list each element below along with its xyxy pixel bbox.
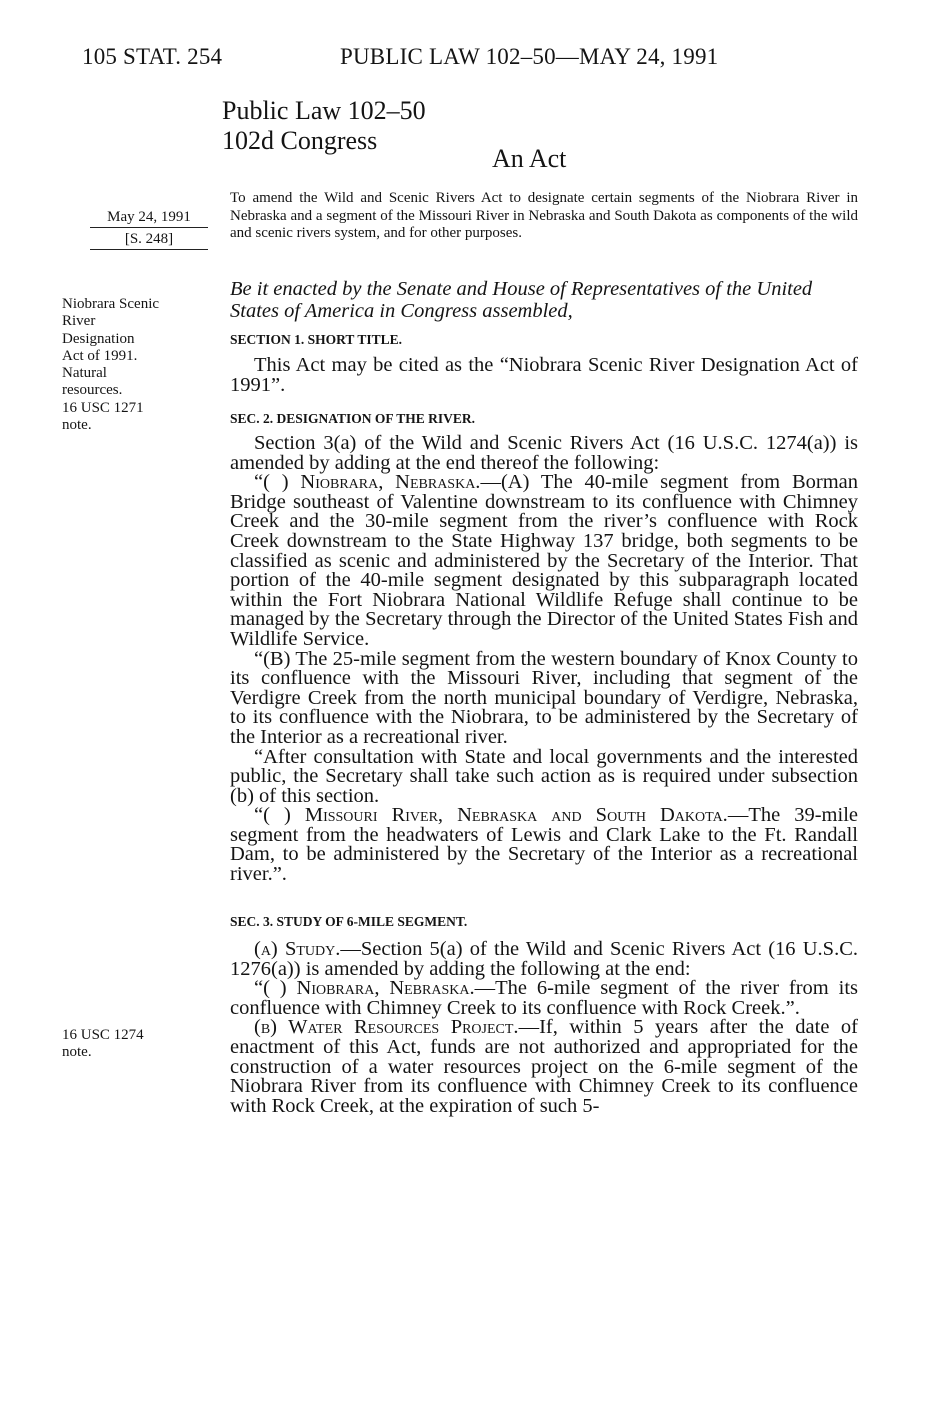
running-header-title: PUBLIC LAW 102–50—MAY 24, 1991 — [340, 44, 719, 69]
section-3-body — [230, 940, 858, 1116]
niobrara-subheading: “( ) Niobrara, Nebraska. — [254, 977, 475, 1000]
margin-note-line: 16 USC 1271 — [62, 399, 144, 416]
paragraph-text: —The 39-mile segment from the headwaters of Lewis and Clark Lake to the Ft. Randall Dam, to be administered by the Secretary of the Interior as a recreational river.”. — [230, 804, 858, 886]
paragraph-text: —The 6-mile segment of the river from its confluence with Chimney Creek to its confluence with Rock Creek.”. — [230, 977, 858, 1019]
section-2-paragraph — [230, 806, 858, 884]
margin-note-line: Act of 1991. — [62, 347, 138, 364]
law-title-block — [222, 96, 426, 156]
water-resources-subheading: (b) Water Resources Project. — [254, 1016, 519, 1039]
margin-note-line: 16 USC 1274 — [62, 1027, 144, 1043]
missouri-subheading: “( ) Missouri River, Nebraska and South Dakota. — [254, 804, 728, 827]
section-2-heading: SEC. 2. DESIGNATION OF THE RIVER. — [230, 411, 476, 426]
margin-note-line: resources. — [62, 382, 123, 399]
bill-number: [S. 248] — [124, 231, 174, 247]
paragraph-text: —If, within 5 years after the date of enactment of this Act, funds are not authorized and appropriated for the construction of a water resources project on the 6-mile segment of the Niobrara River from its confluence with Chimney Creek to its confluence with Rock Creek, at the expiration of such 5- — [230, 1016, 858, 1117]
section-2-body — [230, 434, 858, 885]
margin-rule — [90, 249, 208, 250]
enacting-clause: Be it enacted by the Senate and House of Representatives of the United States of America in Congress assembled, — [230, 278, 813, 322]
section-2-paragraph: “After consultation with State and local governments and the interested public, the Secretary shall take such action as is required under subsection (b) of this section. — [230, 745, 858, 807]
margin-note-line: Niobrara Scenic — [62, 296, 160, 312]
section-3-heading: SEC. 3. STUDY OF 6-MILE SEGMENT. — [230, 914, 468, 929]
section-2-paragraph: Section 3(a) of the Wild and Scenic Rivers Act (16 U.S.C. 1274(a)) is amended by adding at the end thereof the following: — [230, 432, 858, 474]
paragraph-text: —(A) The 40-mile segment from Borman Bridge southeast of Valentine downstream to its confluence with Chimney Creek and the 30-mile segment from the river’s confluence with Rock Creek downstream to the State Highway 137 bridge, both segments to be classified as scenic and administered by the Secretary of the Interior. That portion of the 40-mile segment designated by this subparagraph located within the Fort Niobrara National Wildlife Refuge shall continue to be managed by the Secretary through the Director of the United States Fish and Wildlife Service. — [230, 471, 858, 650]
section-1-body — [230, 356, 858, 395]
study-subheading: (a) Study. — [254, 938, 341, 960]
margin-notes-bottom — [62, 1027, 212, 1062]
niobrara-subheading: “( ) Niobrara, Nebraska. — [254, 471, 481, 494]
an-act-heading: An Act — [492, 144, 567, 173]
section-1-text: This Act may be cited as the “Niobrara Scenic River Designation Act of 1991”. — [230, 354, 858, 396]
margin-note-line: note. — [62, 1044, 92, 1061]
enactment-date: May 24, 1991 — [107, 209, 191, 225]
section-3-paragraph — [230, 979, 858, 1018]
purpose-clause: To amend the Wild and Scenic Rivers Act to designate certain segments of the Niobrara River in Nebraska and a segment of the Missouri River in Nebraska and South Dakota as components of the wild and scenic rivers system, and for other purposes. — [230, 190, 858, 242]
margin-note-line: Natural — [62, 365, 107, 382]
paragraph-text: —Section 5(a) of the Wild and Scenic Rivers Act (16 U.S.C. 1276(a)) is amended by adding the following at the end: — [230, 938, 858, 980]
section-3-paragraph — [230, 940, 858, 979]
page-stat-number: 105 STAT. 254 — [82, 44, 223, 69]
margin-note-line: Designation — [62, 330, 135, 347]
margin-rule — [90, 227, 208, 228]
margin-note-line: note. — [62, 417, 92, 434]
law-number: Public Law 102–50 — [222, 96, 426, 125]
margin-notes-top — [62, 296, 212, 434]
margin-date-block — [90, 208, 208, 252]
section-2-paragraph: “(B) The 25-mile segment from the western boundary of Knox County to its confluence with the Missouri River, including that segment of the Verdigre Creek from the north municipal boundary of Verdigre, Nebraska, to its confluence with the Niobrara, to be administered by the Secretary of the Interior as a recreational river. — [230, 647, 858, 748]
section-1-heading: SECTION 1. SHORT TITLE. — [230, 332, 402, 347]
section-2-paragraph — [230, 473, 858, 649]
margin-note-line: River — [62, 313, 96, 330]
congress-number: 102d Congress — [222, 126, 378, 155]
section-3-paragraph — [230, 1018, 858, 1116]
